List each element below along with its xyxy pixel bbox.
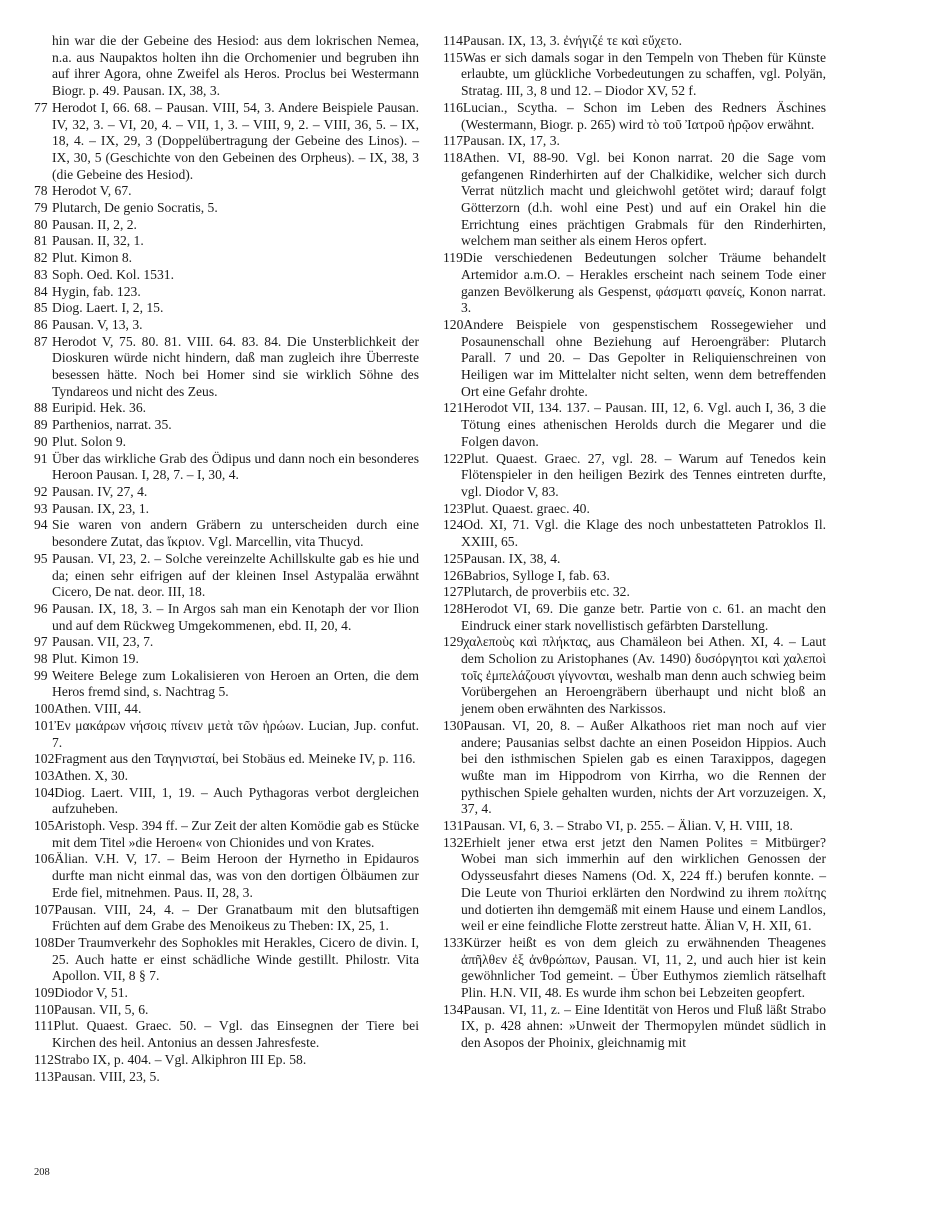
footnote-number: 128 bbox=[443, 600, 464, 616]
footnote-number: 106 bbox=[34, 851, 55, 867]
footnote bbox=[443, 317, 826, 401]
footnote-text: Der Traumverkehr des Sophokles mit Herakles, Cicero de divin. I, 25. Auch hatte er einst schädliche Winde gestillt. Philostr. Vita Apollon. VII, 8 § 7. bbox=[52, 934, 419, 984]
footnote-number: 77 bbox=[34, 99, 48, 115]
footnote bbox=[34, 200, 419, 217]
footnote-text: Athen. VIII, 44. bbox=[54, 701, 142, 717]
footnote-text: Hygin, fab. 123. bbox=[52, 283, 141, 299]
footnote-number: 91 bbox=[34, 450, 48, 466]
footnote bbox=[34, 183, 419, 200]
footnote bbox=[34, 985, 419, 1002]
footnote bbox=[34, 651, 419, 668]
footnote-text: Athen. VI, 88-90. Vgl. bei Konon narrat. 20 die Sage vom gefangenen Rinderhirten auf der Chalkidike, welcher sich durch Verrat nützlich macht und gleichwohl getötet wird; darauf folgt Götterzorn (d.h. wohl eine Pest) und auf ein Orakel hin die Errichtung eines prächtigen Grabmals für den Rinderhirten, welchem man seither als einem Heros opfert. bbox=[461, 149, 826, 249]
footnote-number: 97 bbox=[34, 634, 48, 650]
footnote bbox=[443, 400, 826, 450]
footnote-number: 122 bbox=[443, 450, 464, 466]
footnote bbox=[34, 233, 419, 250]
footnote bbox=[443, 250, 826, 317]
footnote bbox=[443, 818, 826, 835]
footnote-number: 109 bbox=[34, 985, 55, 1001]
footnote bbox=[34, 551, 419, 601]
footnote-text: Was er sich damals sogar in den Tempeln von Theben für Künste erlaubte, um glückliche Vorbedeutungen zu schaffen, vgl. Polyän, Stratag. III, 3, 8 und 12. – Diodor XV, 52 f. bbox=[461, 49, 826, 99]
footnote-text: Plut. Quaest. graec. 40. bbox=[463, 500, 590, 516]
footnote-number: 131 bbox=[443, 818, 464, 834]
footnote-text: Pausan. V, 13, 3. bbox=[52, 316, 143, 332]
footnote-number: 86 bbox=[34, 316, 48, 332]
footnote bbox=[34, 317, 419, 334]
footnote-number: 98 bbox=[34, 651, 48, 667]
footnote-text: Parthenios, narrat. 35. bbox=[52, 417, 172, 433]
footnote-text: Pausan. VIII, 23, 5. bbox=[53, 1068, 160, 1084]
footnote-text: hin war die der Gebeine des Hesiod: aus dem lokrischen Nemea, n.a. aus Naupaktos holten ihn die Orchomenier und begruben ihn auf ihrer Agora, ohne Zweifel als Heros. Proclus bei Westermann Biogr. p. 49. Pausan. IX, 38, 3. bbox=[52, 33, 419, 99]
footnote-number: 111 bbox=[34, 1018, 54, 1034]
footnote-text: Sie waren von andern Gräbern zu unterscheiden durch eine besondere Zutat, das ἴκριον. Vgl. Marcellin, vita Thucyd. bbox=[52, 517, 419, 550]
footnote bbox=[34, 701, 419, 718]
footnote bbox=[443, 150, 826, 250]
footnote-text: Älian. V.H. V, 17. – Beim Heroon der Hyrnetho in Epidauros durfte man nicht einmal das, was von den dortigen Ölbäumen zur Erde fiel, mitnehmen. Paus. II, 28, 3. bbox=[52, 851, 419, 900]
footnote-number: 99 bbox=[34, 667, 48, 683]
footnote-text: Pausan. VI, 23, 2. – Solche vereinzelte Achillskulte gab es hie und da; einen sehr eifrigen auf der kleinen Insel Astypaläa erwähnt Cicero, De nat. deor. III, 18. bbox=[52, 550, 419, 600]
footnote bbox=[34, 451, 419, 484]
footnote bbox=[34, 250, 419, 267]
footnote-number: 116 bbox=[443, 99, 463, 115]
footnote-text: Plut. Solon 9. bbox=[52, 433, 127, 449]
footnote-text: Pausan. VI, 20, 8. – Außer Alkathoos riet man noch auf vier andere; Pausanias selbst dachte an einen Poseidon Hippios. Auch bei den isthmischen Spielen gab es einen Taraxippos, dagegen wußte man im Hippodrom von Kirrha, wo die Rennen der pythischen Spiele gehalten wurden, nichts der Art vorzuzeigen. X, 37, 4. bbox=[461, 717, 826, 817]
footnote bbox=[443, 133, 826, 150]
footnote-number: 132 bbox=[443, 834, 464, 850]
footnote bbox=[443, 718, 826, 818]
footnote-text: Aristoph. Vesp. 394 ff. – Zur Zeit der alten Komödie gab es Stücke mit dem Titel »die Heroen« von Chionides und von Krates. bbox=[52, 818, 419, 850]
footnote-number: 93 bbox=[34, 500, 48, 516]
footnote-text: Pausan. VII, 23, 7. bbox=[52, 634, 154, 650]
footnote-text: Über das wirkliche Grab des Ödipus und dann noch ein besonderes Heroon Pausan. I, 28, 7. – I, 30, 4. bbox=[52, 450, 419, 483]
footnote bbox=[34, 1069, 419, 1086]
footnote bbox=[34, 284, 419, 301]
footnote-text: Diog. Laert. VIII, 1, 19. – Auch Pythagoras verbot dergleichen aufzuheben. bbox=[52, 784, 419, 817]
footnote-number: 114 bbox=[443, 33, 463, 48]
footnote-text: Pausan. VI, 11, z. – Eine Identität von Heros und Fluß läßt Strabo IX, p. 428 ahnen: »Unweit der Thermopylen mündet südlich in den Asopos der Phoinix, gleichnamig mit bbox=[461, 1001, 826, 1051]
footnote bbox=[443, 935, 826, 1002]
footnote-number: 96 bbox=[34, 600, 48, 616]
footnote bbox=[443, 33, 826, 50]
footnote-text: Pausan. IX, 18, 3. – In Argos sah man ein Kenotaph der vor Ilion und auf dem Rückweg Umgekommenen, ebd. II, 20, 4. bbox=[52, 600, 419, 633]
footnote-number: 84 bbox=[34, 283, 48, 299]
footnote bbox=[34, 417, 419, 434]
footnote-text: Weitere Belege zum Lokalisieren von Heroen an Orten, die dem Heros fremd sind, s. Nachtrag 5. bbox=[52, 667, 419, 700]
footnote-number: 125 bbox=[443, 550, 464, 566]
footnote bbox=[443, 1002, 826, 1052]
footnote-number: 107 bbox=[34, 901, 55, 917]
footnote bbox=[34, 100, 419, 184]
footnote-number: 129 bbox=[443, 634, 464, 650]
footnote bbox=[34, 517, 419, 550]
footnote-text: Plutarch, de proverbiis etc. 32. bbox=[463, 584, 630, 600]
footnote-number: 121 bbox=[443, 400, 464, 416]
footnote-text: Pausan. IX, 17, 3. bbox=[462, 133, 560, 149]
footnote-number: 119 bbox=[443, 250, 463, 266]
footnote-text: Herodot V, 67. bbox=[52, 183, 132, 199]
footnote bbox=[443, 568, 826, 585]
footnote-text: χαλεποὺς καὶ πλήκτας, aus Chamäleon bei Athen. XI, 4. – Laut dem Scholion zu Aristophanes (Av. 1490) δυσόργητοι καὶ χαλεποὶ τοῖς ἐμπελάζουσι γίγνονται, weshalb man denn auch schwieg beim Vorübergehen an Heroengräbern überhaupt und nicht bloß an jenem oben erwähnten des Narkissos. bbox=[461, 634, 826, 717]
footnote-number: 104 bbox=[34, 784, 55, 800]
footnote-text: Plut. Quaest. Graec. 50. – Vgl. das Einsegnen der Tiere bei Kirchen des heil. Antonius an dessen Jahresfeste. bbox=[52, 1018, 419, 1051]
footnote-text: Strabo IX, p. 404. – Vgl. Alkiphron III Ep. 58. bbox=[53, 1051, 307, 1067]
footnote-text: Pausan. II, 32, 1. bbox=[52, 233, 144, 249]
footnote-number: 89 bbox=[34, 417, 48, 433]
footnote-text: Babrios, Sylloge I, fab. 63. bbox=[463, 567, 610, 583]
footnote-number: 134 bbox=[443, 1001, 464, 1017]
footnote-text: Diog. Laert. I, 2, 15. bbox=[52, 300, 164, 316]
footnote-text: Od. XI, 71. Vgl. die Klage des noch unbestatteten Patroklos Il. XXIII, 65. bbox=[461, 517, 826, 550]
footnote bbox=[34, 851, 419, 901]
footnote-number: 90 bbox=[34, 433, 48, 449]
footnote-number: 87 bbox=[34, 333, 48, 349]
footnote-number: 127 bbox=[443, 584, 464, 600]
footnote-number: 112 bbox=[34, 1051, 54, 1067]
footnote-number: 85 bbox=[34, 300, 48, 316]
footnote bbox=[34, 267, 419, 284]
footnote-number: 102 bbox=[34, 751, 55, 767]
footnote-number: 80 bbox=[34, 216, 48, 232]
footnote-number: 110 bbox=[34, 1001, 54, 1017]
footnote bbox=[34, 501, 419, 518]
footnote bbox=[34, 1002, 419, 1019]
footnote bbox=[34, 300, 419, 317]
footnote-number: 79 bbox=[34, 200, 48, 216]
footnote-number: 81 bbox=[34, 233, 48, 249]
footnote bbox=[34, 768, 419, 785]
footnote bbox=[34, 818, 419, 851]
footnote-text: Herodot I, 66. 68. – Pausan. VIII, 54, 3. Andere Beispiele Pausan. IV, 32, 3. – VI, 20, 4. – VII, 1, 3. – VIII, 9, 2. – VIII, 36, 5. – IX, 18, 4. – IX, 29, 3 (Doppelübertragung der Gebeine des Linos). – IX, 30, 5 (Geschichte von den Gebeinen des Orpheus). – IX, 38, 3 (die Gebeine des Hesiod). bbox=[52, 99, 419, 182]
footnote bbox=[34, 634, 419, 651]
footnote-text: Pausan. IV, 27, 4. bbox=[52, 483, 148, 499]
footnote bbox=[443, 551, 826, 568]
footnote bbox=[34, 217, 419, 234]
footnote-number: 113 bbox=[34, 1068, 54, 1084]
footnote-number: 133 bbox=[443, 934, 464, 950]
footnote-number: 120 bbox=[443, 316, 464, 332]
footnote bbox=[34, 751, 419, 768]
footnote bbox=[443, 517, 826, 550]
footnote-text: Pausan. II, 2, 2. bbox=[52, 216, 137, 232]
footnote-text: Soph. Oed. Kol. 1531. bbox=[52, 266, 174, 282]
footnote-number: 130 bbox=[443, 717, 464, 733]
footnote-text: Die verschiedenen Bedeutungen solcher Träume behandelt Artemidor a.m.O. – Herakles erscheint nach seinem Tode einer ganzen Bevölkerung als Gespenst, φάσματι φανείς, Konon narrat. 3. bbox=[461, 250, 826, 316]
footnote bbox=[34, 1052, 419, 1069]
footnote-text: Plut. Kimon 19. bbox=[52, 651, 139, 667]
footnote-text: Pausan. IX, 23, 1. bbox=[52, 500, 150, 516]
footnote-text: Herodot V, 75. 80. 81. VIII. 64. 83. 84. Die Unsterblichkeit der Dioskuren würde nicht hindern, daß man zugleich ihre Überreste besessen hätte. Noch bei Homer sind sie wirklich Söhne des Tyndareos und nicht des Zeus. bbox=[52, 333, 419, 399]
footnote-number: 126 bbox=[443, 567, 464, 583]
footnote-number: 105 bbox=[34, 818, 55, 834]
footnote bbox=[443, 451, 826, 501]
footnote-number: 92 bbox=[34, 483, 48, 499]
footnote-text: Pausan. IX, 13, 3. ἐνήγιζέ τε καὶ εὔχετο. bbox=[462, 33, 683, 48]
footnote bbox=[34, 668, 419, 701]
footnote bbox=[34, 601, 419, 634]
footnote-text: Plut. Quaest. Graec. 27, vgl. 28. – Warum auf Tenedos kein Flötenspieler in den heiligen Bezirk des Tennes eintreten durfte, vgl. Diodor V, 83. bbox=[461, 450, 826, 499]
page-number: 208 bbox=[34, 1167, 50, 1178]
footnote bbox=[34, 484, 419, 501]
footnote-number: 83 bbox=[34, 266, 48, 282]
footnote bbox=[443, 634, 826, 718]
footnote-text: Pausan. VII, 5, 6. bbox=[53, 1001, 149, 1017]
footnote-text: Herodot VI, 69. Die ganze betr. Partie von c. 61. an macht den Eindruck einer stark novellistisch gefärbten Darstellung. bbox=[461, 600, 826, 633]
footnote-text: Erhielt jener etwa erst jetzt den Namen Polites = Mitbürger? Wobei man sich immerhin auf den wirklichen Genossen der Odysseusfahrt dieses Namens (Od. X, 224 ff.) berufen konnte. – Die Leute von Thurioi erklärten den Nordwind zu ihrem πολίτης und dotierten ihn demgemäß mit einem Hause und einem Landlos, weil er eine feindliche Flotte zerstreut hatte. Älian V, H. XII, 61. bbox=[461, 834, 826, 934]
footnote-text: Fragment aus den Ταγηνισταί, bei Stobäus ed. Meineke IV, p. 116. bbox=[54, 751, 416, 767]
footnote bbox=[34, 902, 419, 935]
footnote bbox=[34, 334, 419, 401]
footnote-number: 115 bbox=[443, 49, 463, 65]
footnote bbox=[443, 835, 826, 935]
footnote bbox=[34, 785, 419, 818]
footnote-text: Athen. X, 30. bbox=[54, 767, 129, 783]
footnote-number: 124 bbox=[443, 517, 464, 533]
footnote-text: Euripid. Hek. 36. bbox=[52, 400, 147, 416]
footnote-number: 82 bbox=[34, 250, 48, 266]
footnote-number: 94 bbox=[34, 517, 48, 533]
footnote bbox=[34, 935, 419, 985]
footnote-text: Ἐν μακάρων νήσοις πίνειν μετὰ τῶν ἡρώων. Lucian, Jup. confut. 7. bbox=[52, 717, 419, 750]
footnote-text: Lucian., Scytha. – Schon im Leben des Redners Äschines (Westermann, Biogr. p. 265) wird τὸ τοῦ Ἰατροῦ ἡρῷον erwähnt. bbox=[461, 99, 826, 132]
footnotes-left-column bbox=[34, 33, 419, 1085]
footnote-text: Pausan. IX, 38, 4. bbox=[463, 550, 561, 566]
footnote-number: 88 bbox=[34, 400, 48, 416]
footnote-number: 78 bbox=[34, 183, 48, 199]
footnote-number: 123 bbox=[443, 500, 464, 516]
footnote bbox=[443, 601, 826, 634]
footnote-text: Pausan. VIII, 24, 4. – Der Granatbaum mit den blutsaftigen Früchten auf dem Grabe des Menoikeus zu Theben: IX, 25, 1. bbox=[52, 901, 419, 934]
footnote-number: 95 bbox=[34, 550, 48, 566]
footnote bbox=[34, 718, 419, 751]
footnote bbox=[34, 434, 419, 451]
footnote-number: 118 bbox=[443, 149, 463, 165]
footnote-text: Diodor V, 51. bbox=[54, 985, 128, 1001]
footnote-number: 108 bbox=[34, 934, 55, 950]
footnote bbox=[443, 50, 826, 100]
footnote-text: Andere Beispiele von gespenstischem Rossegewieher und Posaunenschall ohne Beziehung auf Heroengräber: Plutarch Parall. 7 und 20. – Das Gepolter in Reliquienschreinen von Heiligen war im Mittelalter nicht selten, wenn dem betreffenden Ort eine Gefahr drohte. bbox=[461, 316, 826, 399]
footnote bbox=[34, 400, 419, 417]
footnote-text: Plutarch, De genio Socratis, 5. bbox=[52, 200, 218, 216]
footnote-text: Pausan. VI, 6, 3. – Strabo VI, p. 255. – Älian. V, H. VIII, 18. bbox=[463, 818, 793, 834]
footnotes-right-column bbox=[443, 33, 826, 1052]
footnote-number: 101 bbox=[34, 717, 55, 733]
footnote-text: Kürzer heißt es von dem gleich zu erwähnenden Theagenes ἀπῆλθεν ἐξ ἀνθρώπων, Pausan. VI, 11, 2, und auch hier ist kein gewöhnlicher Tod gemeint. – Über Euthymos ziemlich rätselhaft Plin. H.N. VII, 48. Es wurde ihm schon bei Lebzeiten geopfert. bbox=[461, 934, 826, 1001]
footnote bbox=[443, 584, 826, 601]
footnote bbox=[443, 501, 826, 518]
footnote-text: Herodot VII, 134. 137. – Pausan. III, 12, 6. Vgl. auch I, 36, 3 die Tötung eines athenischen Herolds durch die Megarer und die Folgen davon. bbox=[461, 400, 826, 449]
footnote-text: Plut. Kimon 8. bbox=[52, 250, 133, 266]
footnote-number: 103 bbox=[34, 767, 55, 783]
footnote bbox=[443, 100, 826, 133]
footnote-number: 117 bbox=[443, 133, 463, 149]
footnote bbox=[34, 33, 419, 100]
footnote-number: 100 bbox=[34, 701, 55, 717]
footnote bbox=[34, 1018, 419, 1051]
